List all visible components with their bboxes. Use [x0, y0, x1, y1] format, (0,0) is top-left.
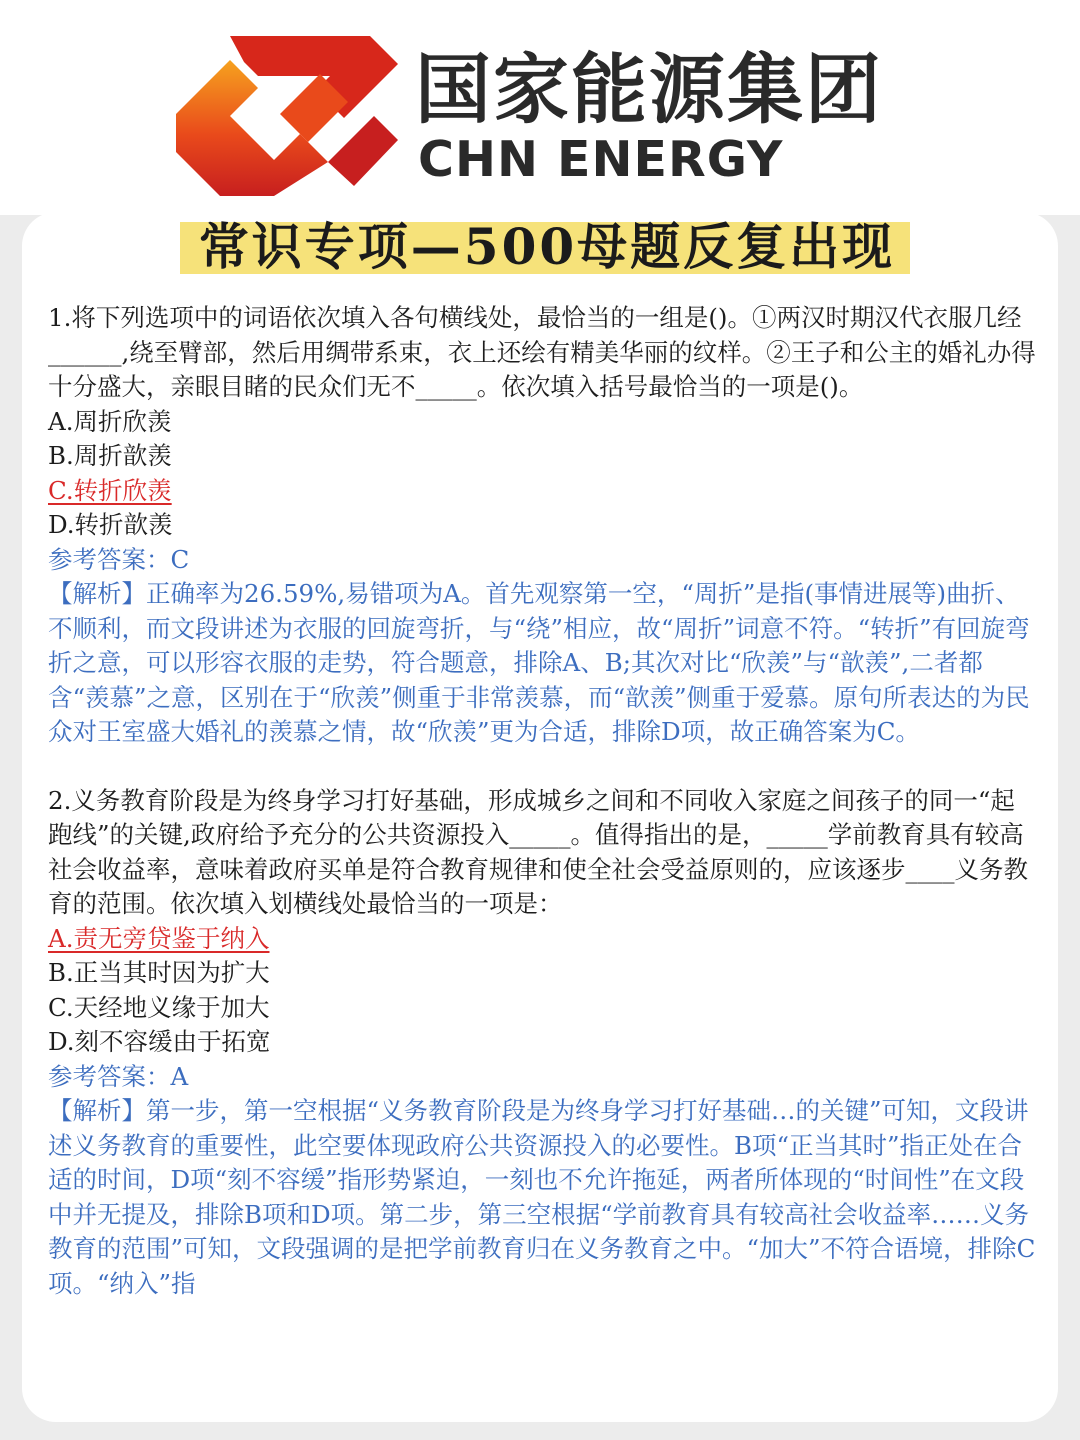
logo-chinese-name: 国家能源集团: [415, 45, 883, 134]
page-title: 常识专项—500母题反复出现: [198, 217, 896, 276]
answer-analysis: 【解析】第一步，第一空根据“义务教育阶段是为终身学习打好基础…的关键”可知，文段讲述义务教育的重要性，此空要体现政府公共资源投入的必要性。B项“正当其时”指正处在合适的时间，D项“刻不容缓”指形势紧迫，一刻也不允许拖延，两者所体现的“时间性”在文段中并无提及，排除B项和D项。第二步，第三空根据“学前教育具有较高社会收益率……义务教育的范围”可知，文段强调的是把学前教育归在义务教育之中。“加大”不符合语境，排除C项。“纳入”指: [48, 1096, 1036, 1298]
option-a: A.周折欣羡: [48, 406, 172, 436]
question-block-1: [48, 301, 1038, 750]
logo-english-name: CHN ENERGY: [418, 131, 784, 188]
option-d: D.转折歆羡: [48, 510, 173, 539]
option-d: D.刻不容缓由于拓宽: [48, 1027, 271, 1056]
question-stem: 1.将下列选项中的词语依次填入各句横线处，最恰当的一组是()。①两汉时期汉代衣服几经______,绕至臂部，然后用绸带系束，衣上还绘有精美华丽的纹样。②王子和公主的婚礼办得十分盛大，亲眼目睹的民众们无不_____。依次填入括号最恰当的一项是()。: [48, 303, 1036, 401]
option-c-correct: C.转折欣羡: [48, 475, 172, 505]
option-a-correct: A.责无旁贷鉴于纳入: [48, 923, 270, 953]
question-list: [48, 301, 1038, 1301]
header-banner: [0, 0, 1080, 215]
question-block-2: [48, 784, 1038, 1302]
option-b: B.正当其时因为扩大: [48, 958, 270, 987]
answer-analysis: 【解析】正确率为26.59%,易错项为A。首先观察第一空，“周折”是指(事情进展等)曲折、不顺利，而文段讲述为衣服的回旋弯折，与“绕”相应，故“周折”词意不符。“转折”有回旋弯折之意，可以形容衣服的走势，符合题意，排除A、B;其次对比“欣羡”与“歆羡”,二者都含“羡慕”之意，区别在于“欣羡”侧重于非常羡慕，而“歆羡”侧重于爱慕。原句所表达的为民众对王室盛大婚礼的羡慕之情，故“欣羡”更为合适，排除D项，故正确答案为C。: [48, 579, 1030, 746]
option-b: B.周折歆羡: [48, 441, 172, 470]
reference-answer: 参考答案：A: [48, 1061, 189, 1091]
reference-answer: 参考答案：C: [48, 544, 190, 574]
question-stem: 2.义务教育阶段是为终身学习打好基础，形成城乡之间和不同收入家庭之间孩子的同一“起跑线”的关键,政府给予充分的公共资源投入_____。值得指出的是，_____学前教育具有较高社会收益率，意味着政府买单是符合教育规律和使全社会受益原则的，应该逐步____义务教育的范围。依次填入划横线处最恰当的一项是：: [48, 785, 1028, 918]
option-c: C.天经地义缘于加大: [48, 992, 270, 1022]
chn-energy-logo-icon: [170, 30, 400, 200]
